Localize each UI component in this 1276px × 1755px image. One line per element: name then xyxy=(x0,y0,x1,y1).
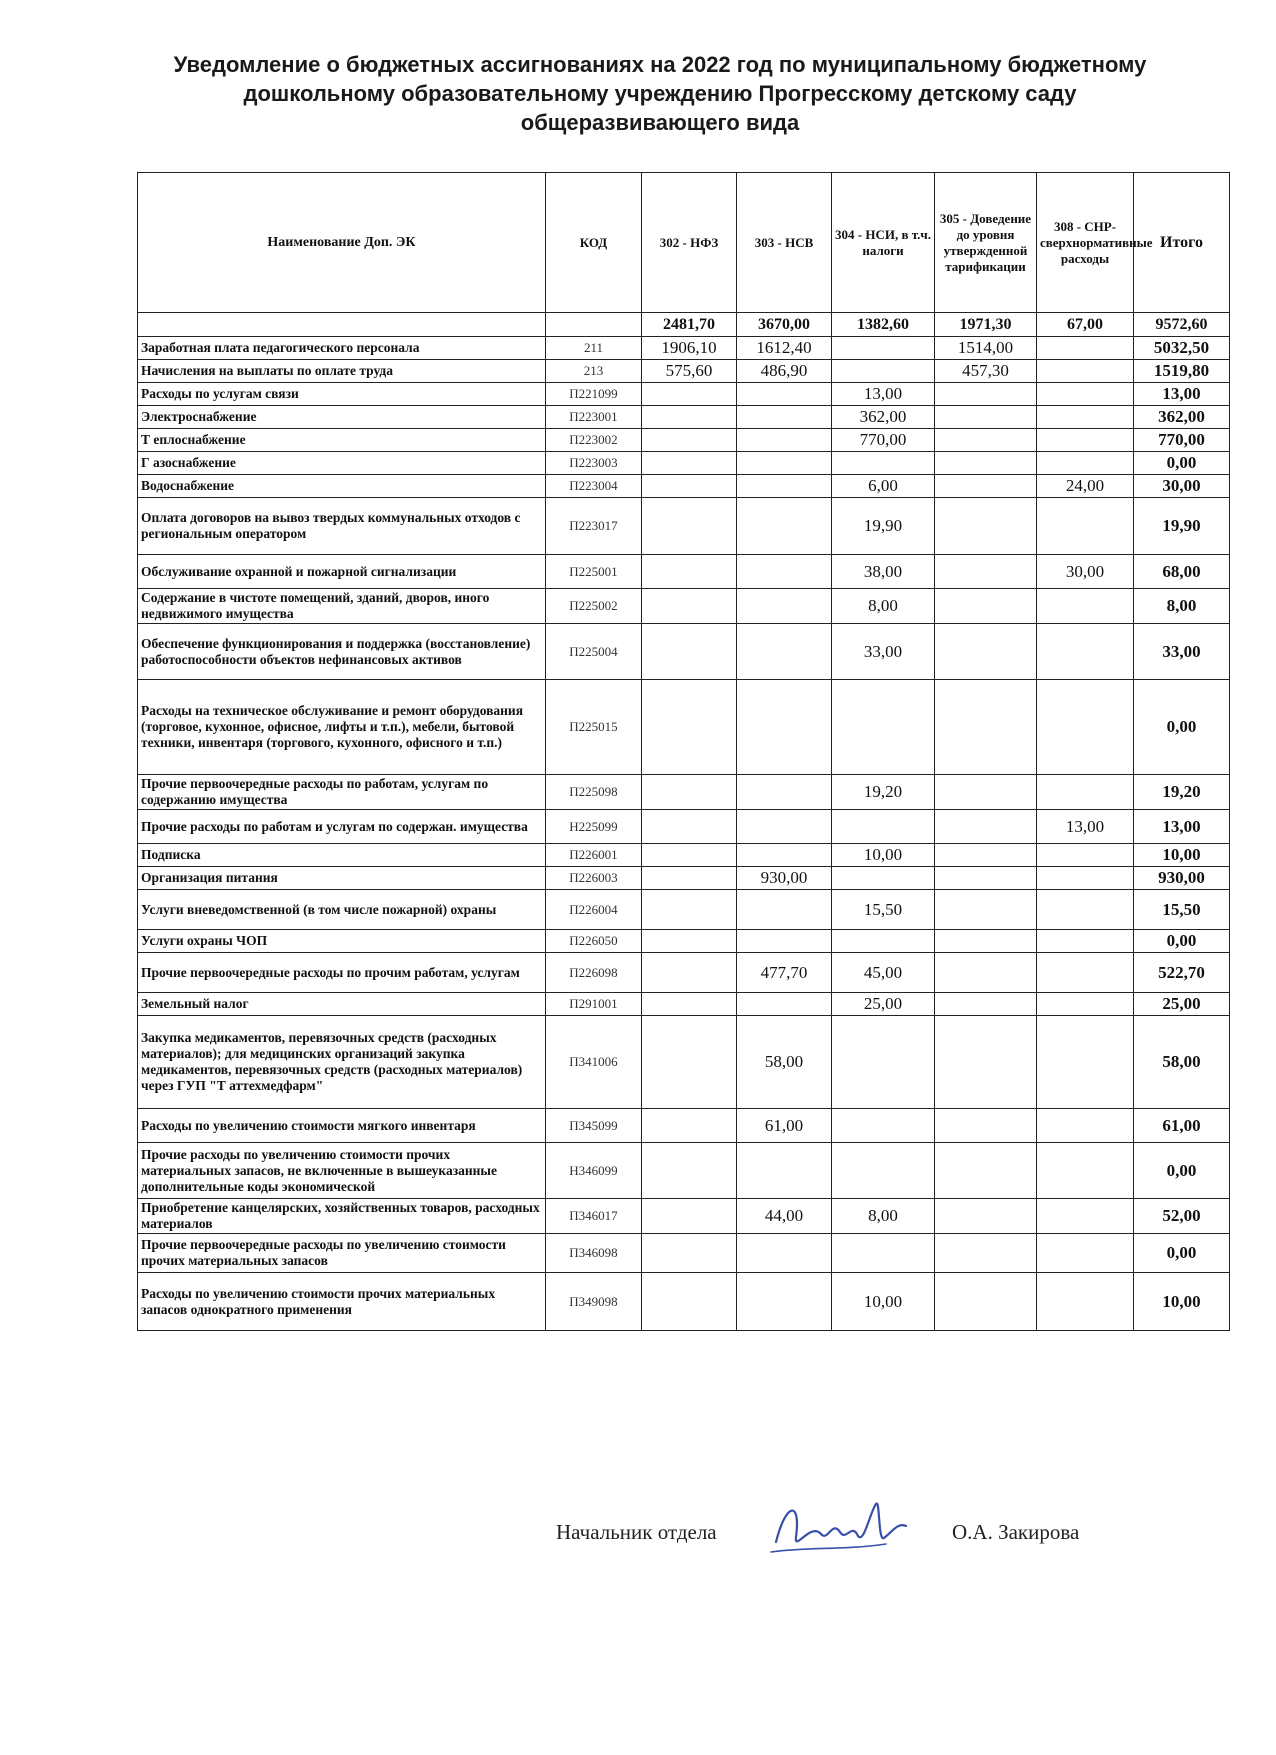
row-value-308 xyxy=(1037,867,1134,890)
row-value-303 xyxy=(737,1143,832,1199)
table-row xyxy=(138,775,1230,810)
row-value-308 xyxy=(1037,589,1134,624)
row-value-308 xyxy=(1037,1199,1134,1234)
table-row xyxy=(138,498,1230,555)
table-row xyxy=(138,383,1230,406)
row-value-308 xyxy=(1037,890,1134,930)
totals-308: 67,00 xyxy=(1037,313,1134,337)
table-header-row xyxy=(138,173,1230,313)
row-value-308 xyxy=(1037,406,1134,429)
table-row xyxy=(138,337,1230,360)
totals-name-cell xyxy=(138,313,546,337)
row-code: П226004 xyxy=(546,890,642,930)
row-name: Расходы по услугам связи xyxy=(138,383,546,406)
row-value-305: 1514,00 xyxy=(935,337,1037,360)
row-value-302 xyxy=(642,930,737,953)
row-total: 10,00 xyxy=(1134,844,1230,867)
signature-position: Начальник отдела xyxy=(556,1520,717,1544)
row-code: П225004 xyxy=(546,624,642,680)
row-value-303 xyxy=(737,498,832,555)
row-value-302 xyxy=(642,498,737,555)
row-value-303: 1612,40 xyxy=(737,337,832,360)
row-value-308 xyxy=(1037,993,1134,1016)
row-value-303: 58,00 xyxy=(737,1016,832,1109)
table-row xyxy=(138,360,1230,383)
handwritten-signature xyxy=(766,1492,916,1562)
row-value-302 xyxy=(642,555,737,589)
row-value-303 xyxy=(737,775,832,810)
row-value-303 xyxy=(737,429,832,452)
row-total: 10,00 xyxy=(1134,1273,1230,1331)
row-value-302 xyxy=(642,1109,737,1143)
row-code: 211 xyxy=(546,337,642,360)
row-code: П223001 xyxy=(546,406,642,429)
header-308: 308 - СНР-сверхнормативные расходы xyxy=(1037,173,1134,313)
header-305: 305 - Доведение до уровня утвержденной тарификации xyxy=(935,173,1037,313)
signature-block xyxy=(556,1510,1136,1560)
row-value-308 xyxy=(1037,624,1134,680)
row-code: 213 xyxy=(546,360,642,383)
table-row xyxy=(138,844,1230,867)
row-code: П349098 xyxy=(546,1273,642,1331)
row-value-302 xyxy=(642,867,737,890)
row-total: 930,00 xyxy=(1134,867,1230,890)
row-value-303 xyxy=(737,1234,832,1273)
row-name: Расходы на техническое обслуживание и ремонт оборудования (торговое, кухонное, офисное, лифты и т.п.), мебели, бытовой техники, инвентаря (торгового, кухонного, офисного и т.п.) xyxy=(138,680,546,775)
row-total: 362,00 xyxy=(1134,406,1230,429)
row-value-305 xyxy=(935,498,1037,555)
totals-code-cell xyxy=(546,313,642,337)
row-code: П341006 xyxy=(546,1016,642,1109)
row-value-304: 8,00 xyxy=(832,589,935,624)
row-value-303 xyxy=(737,383,832,406)
row-code: П226050 xyxy=(546,930,642,953)
row-value-308 xyxy=(1037,930,1134,953)
row-value-304 xyxy=(832,360,935,383)
row-total: 30,00 xyxy=(1134,475,1230,498)
row-value-303 xyxy=(737,844,832,867)
row-value-304: 25,00 xyxy=(832,993,935,1016)
row-value-305 xyxy=(935,429,1037,452)
row-value-302 xyxy=(642,890,737,930)
header-302: 302 - НФЗ xyxy=(642,173,737,313)
row-name: Услуги охраны ЧОП xyxy=(138,930,546,953)
budget-table xyxy=(137,172,1230,1331)
row-code: П223017 xyxy=(546,498,642,555)
row-name: Водоснабжение xyxy=(138,475,546,498)
row-total: 68,00 xyxy=(1134,555,1230,589)
row-total: 33,00 xyxy=(1134,624,1230,680)
row-value-302 xyxy=(642,993,737,1016)
row-name: Прочие первоочередные расходы по прочим работам, услугам xyxy=(138,953,546,993)
row-name: Электроснабжение xyxy=(138,406,546,429)
row-value-303 xyxy=(737,589,832,624)
row-value-302 xyxy=(642,810,737,844)
row-name: Прочие первоочередные расходы по увеличению стоимости прочих материальных запасов xyxy=(138,1234,546,1273)
row-code: Н346099 xyxy=(546,1143,642,1199)
row-name: Обеспечение функционирования и поддержка (восстановление) работоспособности объектов нефинансовых активов xyxy=(138,624,546,680)
header-name: Наименование Доп. ЭК xyxy=(138,173,546,313)
row-total: 0,00 xyxy=(1134,930,1230,953)
table-row xyxy=(138,680,1230,775)
row-value-302: 1906,10 xyxy=(642,337,737,360)
row-code: П226001 xyxy=(546,844,642,867)
row-value-308: 24,00 xyxy=(1037,475,1134,498)
row-value-305 xyxy=(935,810,1037,844)
row-value-304: 45,00 xyxy=(832,953,935,993)
row-value-308 xyxy=(1037,680,1134,775)
row-total: 0,00 xyxy=(1134,1143,1230,1199)
table-row xyxy=(138,624,1230,680)
row-code: П225001 xyxy=(546,555,642,589)
table-row xyxy=(138,1273,1230,1331)
row-value-304 xyxy=(832,930,935,953)
row-value-302 xyxy=(642,1273,737,1331)
row-code: П223002 xyxy=(546,429,642,452)
row-name: Земельный налог xyxy=(138,993,546,1016)
row-value-303 xyxy=(737,452,832,475)
row-name: Приобретение канцелярских, хозяйственных товаров, расходных материалов xyxy=(138,1199,546,1234)
row-name: Начисления на выплаты по оплате труда xyxy=(138,360,546,383)
row-value-304 xyxy=(832,337,935,360)
row-value-305 xyxy=(935,1143,1037,1199)
row-value-302 xyxy=(642,844,737,867)
row-total: 8,00 xyxy=(1134,589,1230,624)
row-value-305 xyxy=(935,1016,1037,1109)
row-total: 0,00 xyxy=(1134,680,1230,775)
row-code: П346017 xyxy=(546,1199,642,1234)
row-total: 770,00 xyxy=(1134,429,1230,452)
row-value-308: 13,00 xyxy=(1037,810,1134,844)
row-name: Г азоснабжение xyxy=(138,452,546,475)
row-value-303 xyxy=(737,930,832,953)
row-value-305 xyxy=(935,555,1037,589)
row-value-303: 44,00 xyxy=(737,1199,832,1234)
row-name: Обслуживание охранной и пожарной сигнализации xyxy=(138,555,546,589)
table-row xyxy=(138,1234,1230,1273)
row-code: П223003 xyxy=(546,452,642,475)
row-value-304: 10,00 xyxy=(832,1273,935,1331)
row-value-302 xyxy=(642,680,737,775)
row-value-303 xyxy=(737,555,832,589)
table-row xyxy=(138,429,1230,452)
row-value-308 xyxy=(1037,1234,1134,1273)
totals-304: 1382,60 xyxy=(832,313,935,337)
row-name: Организация питания xyxy=(138,867,546,890)
row-value-303 xyxy=(737,475,832,498)
row-code: П223004 xyxy=(546,475,642,498)
row-value-304 xyxy=(832,680,935,775)
row-value-302 xyxy=(642,475,737,498)
row-value-305 xyxy=(935,890,1037,930)
row-value-305 xyxy=(935,383,1037,406)
row-value-303 xyxy=(737,890,832,930)
row-name: Т еплоснабжение xyxy=(138,429,546,452)
row-value-304: 13,00 xyxy=(832,383,935,406)
row-value-304: 6,00 xyxy=(832,475,935,498)
row-value-303: 930,00 xyxy=(737,867,832,890)
totals-row xyxy=(138,313,1230,337)
row-value-304 xyxy=(832,1234,935,1273)
row-value-305 xyxy=(935,680,1037,775)
row-total: 15,50 xyxy=(1134,890,1230,930)
row-value-305: 457,30 xyxy=(935,360,1037,383)
table-row xyxy=(138,475,1230,498)
row-name: Закупка медикаментов, перевязочных средств (расходных материалов); для медицинских организаций закупка медикаментов, перевязочных средств (расходных материалов) через ГУП "Т аттехмедфарм" xyxy=(138,1016,546,1109)
row-total: 0,00 xyxy=(1134,1234,1230,1273)
row-code: П226003 xyxy=(546,867,642,890)
table-row xyxy=(138,1109,1230,1143)
row-total: 13,00 xyxy=(1134,383,1230,406)
row-code: П225002 xyxy=(546,589,642,624)
row-value-304: 33,00 xyxy=(832,624,935,680)
totals-total: 9572,60 xyxy=(1134,313,1230,337)
row-code: Н225099 xyxy=(546,810,642,844)
row-total: 61,00 xyxy=(1134,1109,1230,1143)
row-value-305 xyxy=(935,624,1037,680)
row-value-303 xyxy=(737,993,832,1016)
title-line: Уведомление о бюджетных ассигнованиях на 2022 год по муниципальному бюджетному xyxy=(173,52,1147,77)
row-code: П291001 xyxy=(546,993,642,1016)
row-value-302 xyxy=(642,589,737,624)
row-value-308 xyxy=(1037,498,1134,555)
row-value-303 xyxy=(737,1273,832,1331)
table-row xyxy=(138,953,1230,993)
row-value-304: 362,00 xyxy=(832,406,935,429)
signature-name: О.А. Закирова xyxy=(952,1520,1080,1544)
row-name: Услуги вневедомственной (в том числе пожарной) охраны xyxy=(138,890,546,930)
row-value-304 xyxy=(832,452,935,475)
row-value-308 xyxy=(1037,1109,1134,1143)
document-title xyxy=(150,50,1170,137)
row-value-305 xyxy=(935,1234,1037,1273)
row-value-308 xyxy=(1037,1143,1134,1199)
totals-302: 2481,70 xyxy=(642,313,737,337)
row-value-308: 30,00 xyxy=(1037,555,1134,589)
row-total: 19,20 xyxy=(1134,775,1230,810)
row-value-304 xyxy=(832,1143,935,1199)
row-value-308 xyxy=(1037,844,1134,867)
row-value-303: 477,70 xyxy=(737,953,832,993)
row-value-302 xyxy=(642,953,737,993)
row-total: 0,00 xyxy=(1134,452,1230,475)
row-value-302 xyxy=(642,406,737,429)
row-value-305 xyxy=(935,452,1037,475)
row-value-304: 10,00 xyxy=(832,844,935,867)
row-value-308 xyxy=(1037,429,1134,452)
row-value-302 xyxy=(642,383,737,406)
row-total: 5032,50 xyxy=(1134,337,1230,360)
header-total: Итого xyxy=(1134,173,1230,313)
row-value-304: 38,00 xyxy=(832,555,935,589)
row-code: П225098 xyxy=(546,775,642,810)
table-row xyxy=(138,993,1230,1016)
title-line: дошкольному образовательному учреждению Прогресскому детскому саду xyxy=(243,81,1077,106)
row-value-308 xyxy=(1037,1273,1134,1331)
row-value-308 xyxy=(1037,452,1134,475)
row-value-302 xyxy=(642,1234,737,1273)
row-value-302 xyxy=(642,1143,737,1199)
row-name: Содержание в чистоте помещений, зданий, дворов, иного недвижимого имущества xyxy=(138,589,546,624)
row-code: П226098 xyxy=(546,953,642,993)
row-value-305 xyxy=(935,1109,1037,1143)
row-value-304 xyxy=(832,810,935,844)
row-value-308 xyxy=(1037,360,1134,383)
row-value-308 xyxy=(1037,953,1134,993)
row-value-302 xyxy=(642,429,737,452)
row-code: П346098 xyxy=(546,1234,642,1273)
row-value-302 xyxy=(642,452,737,475)
row-name: Расходы по увеличению стоимости прочих материальных запасов однократного применения xyxy=(138,1273,546,1331)
row-name: Прочие расходы по увеличению стоимости прочих материальных запасов, не включенные в вышеуказанные дополнительные коды экономической xyxy=(138,1143,546,1199)
row-value-308 xyxy=(1037,1016,1134,1109)
row-value-302: 575,60 xyxy=(642,360,737,383)
row-value-304 xyxy=(832,867,935,890)
header-code: КОД xyxy=(546,173,642,313)
row-value-308 xyxy=(1037,337,1134,360)
table-row xyxy=(138,867,1230,890)
row-value-305 xyxy=(935,844,1037,867)
row-value-308 xyxy=(1037,775,1134,810)
row-value-305 xyxy=(935,589,1037,624)
row-value-304: 770,00 xyxy=(832,429,935,452)
row-value-302 xyxy=(642,1016,737,1109)
row-value-303 xyxy=(737,624,832,680)
row-value-305 xyxy=(935,406,1037,429)
row-value-304 xyxy=(832,1016,935,1109)
header-304: 304 - НСИ, в т.ч. налоги xyxy=(832,173,935,313)
row-code: П345099 xyxy=(546,1109,642,1143)
title-line: общеразвивающего вида xyxy=(520,110,800,135)
row-value-304: 19,90 xyxy=(832,498,935,555)
row-value-305 xyxy=(935,475,1037,498)
row-value-305 xyxy=(935,930,1037,953)
row-name: Подписка xyxy=(138,844,546,867)
row-value-303 xyxy=(737,810,832,844)
row-name: Прочие первоочередные расходы по работам, услугам по содержанию имущества xyxy=(138,775,546,810)
table-row xyxy=(138,810,1230,844)
table-row xyxy=(138,1199,1230,1234)
row-value-303 xyxy=(737,680,832,775)
row-value-305 xyxy=(935,993,1037,1016)
header-303: 303 - НСВ xyxy=(737,173,832,313)
row-total: 522,70 xyxy=(1134,953,1230,993)
row-value-302 xyxy=(642,1199,737,1234)
row-value-303 xyxy=(737,406,832,429)
table-row xyxy=(138,406,1230,429)
totals-305: 1971,30 xyxy=(935,313,1037,337)
row-value-304: 15,50 xyxy=(832,890,935,930)
totals-303: 3670,00 xyxy=(737,313,832,337)
row-total: 19,90 xyxy=(1134,498,1230,555)
row-name: Оплата договоров на вывоз твердых коммунальных отходов с региональным оператором xyxy=(138,498,546,555)
table-row xyxy=(138,555,1230,589)
row-code: П221099 xyxy=(546,383,642,406)
row-value-305 xyxy=(935,867,1037,890)
row-total: 58,00 xyxy=(1134,1016,1230,1109)
row-value-305 xyxy=(935,775,1037,810)
row-total: 1519,80 xyxy=(1134,360,1230,383)
row-total: 52,00 xyxy=(1134,1199,1230,1234)
row-name: Расходы по увеличению стоимости мягкого инвентаря xyxy=(138,1109,546,1143)
row-value-302 xyxy=(642,624,737,680)
row-value-304: 19,20 xyxy=(832,775,935,810)
row-value-304: 8,00 xyxy=(832,1199,935,1234)
table-row xyxy=(138,1143,1230,1199)
table-row xyxy=(138,930,1230,953)
row-value-303: 486,90 xyxy=(737,360,832,383)
row-value-303: 61,00 xyxy=(737,1109,832,1143)
table-row xyxy=(138,589,1230,624)
row-name: Прочие расходы по работам и услугам по содержан. имущества xyxy=(138,810,546,844)
row-value-305 xyxy=(935,1199,1037,1234)
row-value-308 xyxy=(1037,383,1134,406)
table-row xyxy=(138,452,1230,475)
row-total: 13,00 xyxy=(1134,810,1230,844)
row-value-302 xyxy=(642,775,737,810)
row-name: Заработная плата педагогического персонала xyxy=(138,337,546,360)
row-value-305 xyxy=(935,1273,1037,1331)
row-value-304 xyxy=(832,1109,935,1143)
row-total: 25,00 xyxy=(1134,993,1230,1016)
table-row xyxy=(138,1016,1230,1109)
table-row xyxy=(138,890,1230,930)
row-code: П225015 xyxy=(546,680,642,775)
row-value-305 xyxy=(935,953,1037,993)
